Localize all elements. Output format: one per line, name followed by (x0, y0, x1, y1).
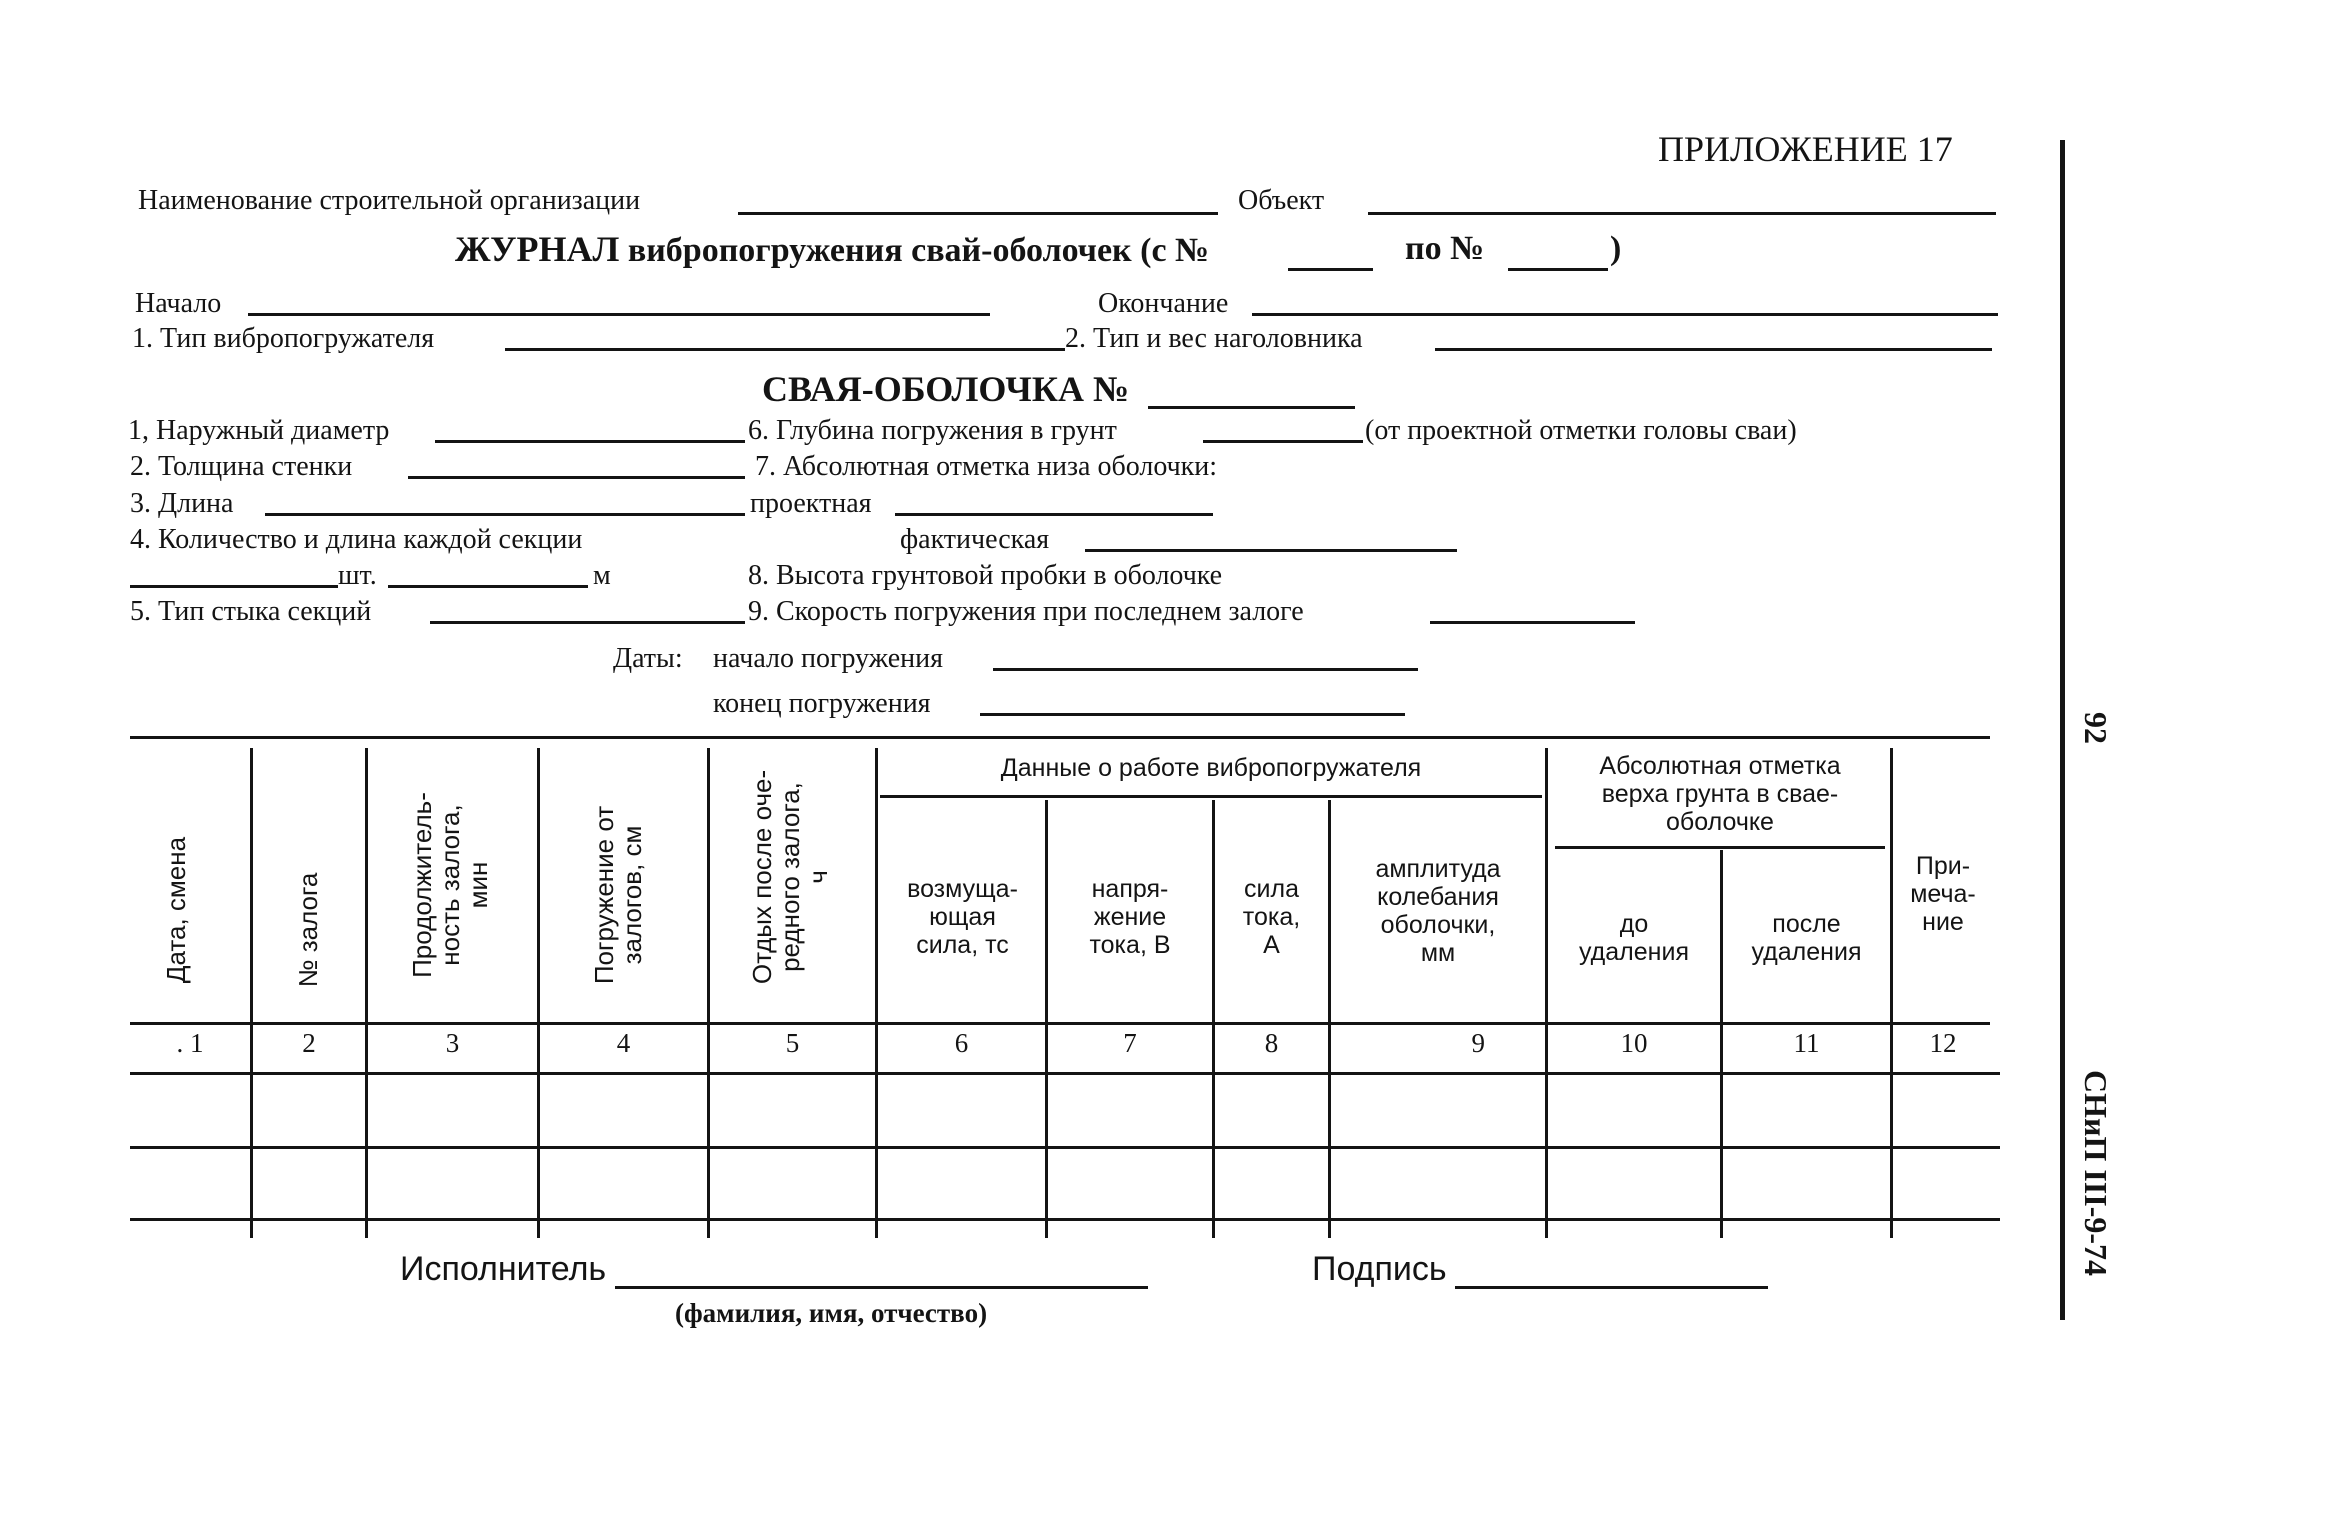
col-rest (748, 742, 832, 1012)
col-force-l1: возмуща- (907, 875, 1018, 903)
table-vline (365, 748, 368, 1238)
col-amplitude-l1: амплитуда (1375, 855, 1501, 883)
col-number-8: 8 (1264, 1028, 1279, 1058)
journal-title-close: ) (1610, 230, 1622, 267)
col-voltage-l1: напря- (1091, 875, 1169, 903)
cap-label: 2. Тип и вес наголовника (1065, 323, 1363, 354)
col-before-l2: удаления (1579, 938, 1689, 966)
col-duration (408, 760, 492, 1010)
col-after (1723, 910, 1890, 966)
col-current-l2: тока, (1242, 903, 1301, 931)
col-duration-l3: мин (463, 861, 493, 909)
journal-title-bold: ЖУРНАЛ (455, 229, 620, 269)
col-number-9-text: 9 (1471, 1028, 1485, 1058)
start-driving-field[interactable] (993, 668, 1418, 671)
end-label: Окончание (1098, 288, 1229, 319)
end-driving-field[interactable] (980, 713, 1405, 716)
table-vline (537, 748, 540, 1238)
col-amplitude-l3: оболочки, (1380, 911, 1496, 939)
table-vline (707, 748, 710, 1238)
header-bottom-border (130, 1022, 1990, 1025)
table-vline (875, 748, 878, 1238)
journal-title-rest: вибропогружения свай-оболочек (с № (627, 232, 1210, 269)
journal-from-field[interactable] (1288, 268, 1373, 271)
signature-label: Подпись (1312, 1250, 1447, 1288)
design-field[interactable] (895, 513, 1213, 516)
pcs-label: шт. (338, 560, 377, 591)
col-voltage-l2: жение (1093, 903, 1167, 931)
col-note-l3: ние (1922, 908, 1964, 936)
col-current-l1: сила (1244, 875, 1299, 903)
col-duration-l1: Продолжитель- (407, 792, 437, 978)
col-number-2: 2 (302, 1028, 316, 1058)
length-field[interactable] (265, 513, 745, 516)
table-row[interactable] (130, 1146, 2000, 1149)
vibrator-type-field[interactable] (505, 348, 1065, 351)
col-force (880, 875, 1045, 959)
col-note-l2: меча- (1910, 880, 1976, 908)
depth-note: (от проектной отметки головы сваи) (1365, 415, 1797, 446)
table-vline (250, 748, 253, 1238)
appendix-title: ПРИЛОЖЕНИЕ 17 (1658, 129, 1953, 169)
speed-label: 9. Скорость погружения при последнем залоге (748, 596, 1304, 627)
group-vibrator-underline (880, 795, 1542, 798)
executor-field[interactable] (615, 1286, 1148, 1289)
meters-label: м (593, 560, 611, 591)
col-after-l2: удаления (1751, 938, 1862, 966)
journal-title-to: по № (1405, 230, 1485, 267)
end-field[interactable] (1252, 313, 1998, 316)
design-label: проектная (750, 488, 872, 519)
executor-note: (фамилия, имя, отчество) (675, 1298, 988, 1328)
table-row[interactable] (130, 1218, 2000, 1221)
group-vibrator: Данные о работе вибропогружателя (1000, 754, 1422, 782)
table-top-border (130, 736, 1990, 739)
col-before-l1: до (1619, 910, 1649, 938)
start-driving-label: начало погружения (713, 643, 944, 674)
group-ground-l2: верха грунта в свае- (1601, 780, 1839, 808)
table-vline (1212, 800, 1215, 1238)
col-duration-l2: ность залога, (435, 804, 465, 966)
col-voltage (1048, 875, 1212, 959)
object-field[interactable] (1368, 212, 1996, 215)
executor-label: Исполнитель (400, 1250, 607, 1288)
actual-field[interactable] (1085, 549, 1457, 552)
table-vline (1045, 800, 1048, 1238)
col-number-12: 12 (1929, 1028, 1957, 1058)
vibrator-type-label: 1. Тип вибропогружателя (132, 323, 435, 354)
journal-to-field[interactable] (1508, 268, 1608, 271)
col-penetration-l2: залогов, см (617, 825, 647, 965)
table-row (130, 1072, 2000, 1075)
actual-label: фактическая (900, 524, 1050, 555)
col-amplitude-l2: колебания (1377, 883, 1499, 911)
joint-type-field[interactable] (430, 621, 745, 624)
col-number-6: 6 (954, 1028, 969, 1058)
org-field[interactable] (738, 212, 1218, 215)
group-ground-underline (1555, 846, 1885, 849)
col-penetration (590, 780, 646, 1010)
col-rest-l3: ч (803, 870, 833, 884)
group-ground (1550, 752, 1890, 836)
col-current-l3: А (1263, 931, 1280, 959)
dates-label: Даты: (613, 643, 683, 674)
signature-field[interactable] (1455, 1286, 1768, 1289)
col-date-shift: Дата, смена (161, 836, 191, 984)
sections-label: 4. Количество и длина каждой секции (130, 524, 583, 555)
bottom-mark-label: 7. Абсолютная отметка низа оболочки: (755, 451, 1218, 482)
pcs-field[interactable] (130, 585, 338, 588)
speed-field[interactable] (1430, 621, 1635, 624)
outer-diameter-field[interactable] (435, 440, 745, 443)
group-ground-l3: оболочке (1666, 808, 1774, 836)
joint-type-label: 5. Тип стыка секций (130, 596, 372, 627)
pile-number-field[interactable] (1148, 406, 1355, 409)
col-voltage-l3: тока, В (1089, 931, 1171, 959)
length-label: 3. Длина (130, 488, 234, 519)
side-page-number: 92 (2078, 712, 2114, 744)
col-number-10: 10 (1620, 1028, 1648, 1058)
col-amplitude-l4: мм (1420, 939, 1456, 967)
col-current (1215, 875, 1328, 959)
col-note (1893, 852, 1993, 936)
col-lot-number: № залога (293, 872, 323, 988)
table-vline (1545, 748, 1548, 1238)
col-after-l1: после (1772, 910, 1841, 938)
outer-diameter-label: 1, Наружный диаметр (128, 415, 390, 446)
pile-title: СВАЯ-ОБОЛОЧКА № (762, 369, 1130, 409)
org-label: Наименование строительной организации (138, 185, 641, 216)
col-number-5: 5 (785, 1028, 800, 1058)
wall-thickness-label: 2. Толщина стенки (130, 451, 353, 482)
col-number-7: 7 (1123, 1028, 1137, 1058)
col-note-l1: При- (1915, 852, 1971, 880)
plug-height-label: 8. Высота грунтовой пробки в оболочке (748, 560, 1223, 591)
journal-title (455, 228, 1209, 270)
col-force-l2: ющая (929, 903, 996, 931)
wall-thickness-field[interactable] (408, 476, 745, 479)
group-ground-l1: Абсолютная отметка (1599, 752, 1841, 780)
col-force-l3: сила, тс (916, 931, 1009, 959)
side-code: СНиП III-9-74 (2078, 1070, 2114, 1276)
col-number-9 (1331, 1028, 1545, 1059)
depth-label: 6. Глубина погружения в грунт (748, 415, 1117, 446)
depth-field[interactable] (1203, 440, 1363, 443)
table-vline (1890, 748, 1893, 1238)
col-number-4: 4 (616, 1028, 631, 1058)
col-rest-l1: Отдых после оче- (747, 769, 777, 985)
col-penetration-l1: Погружение от (589, 805, 619, 985)
start-field[interactable] (248, 313, 990, 316)
col-rest-l2: редного залога, (775, 782, 805, 972)
end-driving-label: конец погружения (713, 688, 931, 719)
object-label: Объект (1238, 185, 1325, 216)
meters-field[interactable] (388, 585, 588, 588)
col-amplitude (1331, 855, 1545, 967)
col-number-3: 3 (445, 1028, 460, 1058)
col-number-1: . 1 (176, 1028, 204, 1058)
margin-rule (2060, 140, 2065, 1320)
cap-field[interactable] (1435, 348, 1992, 351)
col-before (1548, 910, 1720, 966)
col-number-11: 11 (1793, 1028, 1820, 1058)
start-label: Начало (135, 288, 222, 319)
